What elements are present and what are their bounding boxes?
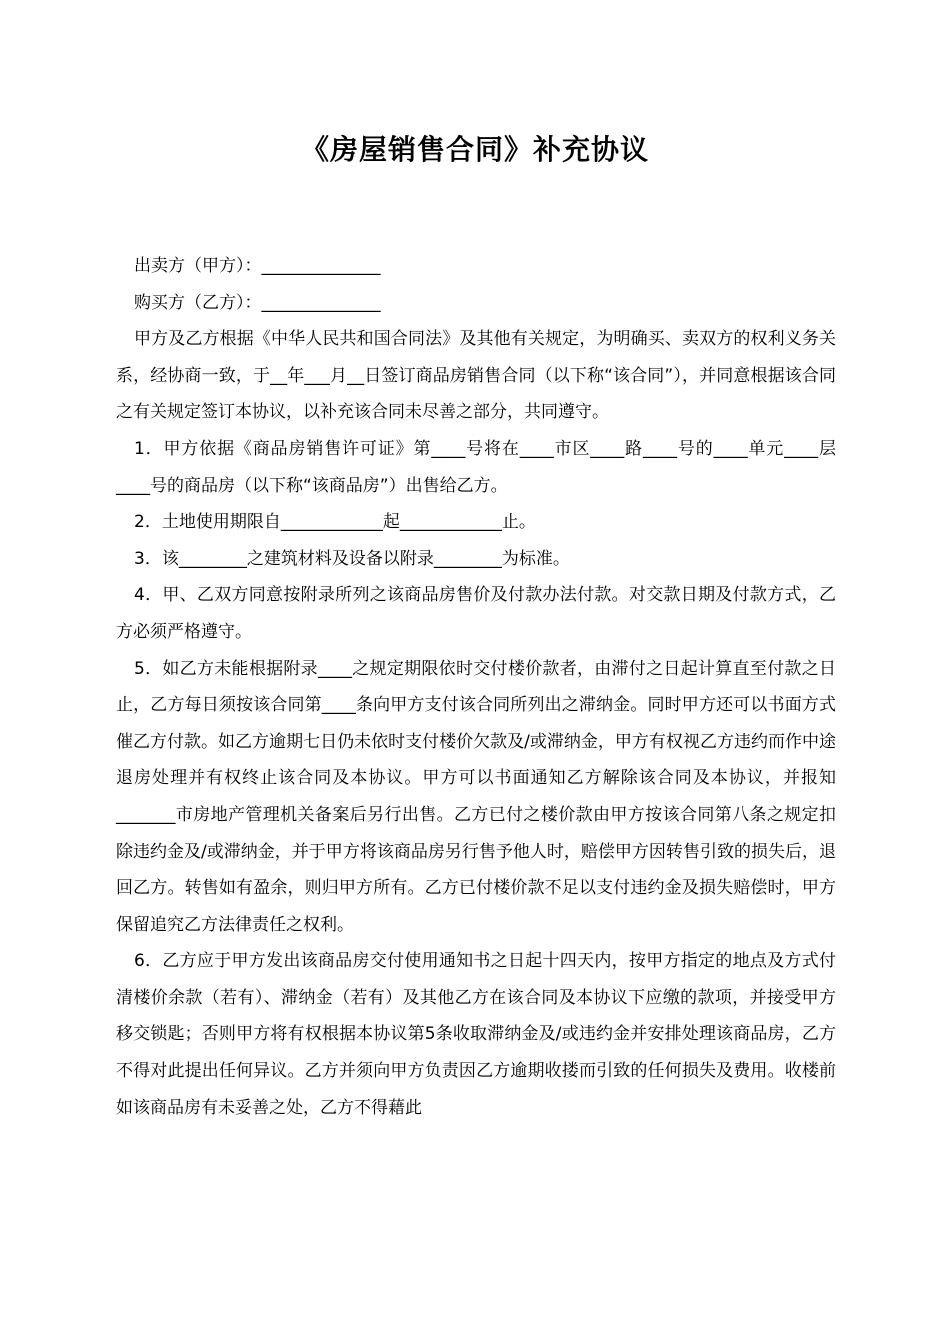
document-body (116, 248, 836, 1126)
seller-party-line: 出卖方（甲方）：______________ (134, 256, 381, 276)
clause-5: 5．如乙方未能根据附录____之规定期限依时交付楼价款者，由滞付之日起计算直至付款之日止，乙方每日须按该合同第____条向甲方支付该合同所列出之滞纳金。同时甲方还可以书面方式催乙方付款。如乙方逾期七日仍未依时支付楼价欠款及/或滞纳金，甲方有权视乙方违约而作中途退房处理并有权终止该合同及本协议。甲方可以书面通知乙方解除该合同及本协议，并报知_______市房地产管理机关备案后另行出售。乙方已付之楼价款由甲方按该合同第八条之规定扣除违约金及/或滞纳金，并于甲方将该商品房另行售予他人时，赔偿甲方因转售引致的损失后，退回乙方。转售如有盈余，则归甲方所有。乙方已付楼价款不足以支付违约金及损失赔偿时，甲方保留追究乙方法律责任之权利。 (116, 658, 836, 935)
clause-1: 1．甲方依据《商品房销售许可证》第____号将在____市区____路____号的____单元____层____号的商品房（以下称“该商品房”）出售给乙方。 (116, 438, 836, 496)
document-title: 《房屋销售合同》补充协议 (300, 133, 649, 166)
buyer-party-line: 购买方（乙方）：______________ (134, 292, 381, 313)
clause-2: 2．土地使用期限自____________起____________止。 (134, 512, 536, 533)
clause-4: 4．甲、乙双方同意按附录所列之该商品房售价及付款办法付款。对交款日期及付款方式，乙方必须严格遵守。 (116, 585, 836, 642)
preamble-paragraph: 甲方及乙方根据《中华人民共和国合同法》及其他有关规定，为明确买、卖双方的权利义务关系，经协商一致，于__年___月__日签订商品房销售合同（以下称“该合同”），并同意根据该合同之有关规定签订本协议，以补充该合同未尽善之部分，共同遵守。 (116, 329, 836, 423)
clause-3: 3．该________之建筑材料及设备以附录________为标准。 (134, 548, 570, 569)
clause-6: 6．乙方应于甲方发出该商品房交付使用通知书之日起十四天内，按甲方指定的地点及方式付清楼价余款（若有）、滞纳金（若有）及其他乙方在该合同及本协议下应缴的款项，并接受甲方移交锁匙；否则甲方将有权根据本协议第5条收取滞纳金及/或违约金并安排处理该商品房，乙方不得对此提出任何异议。乙方并须向甲方负责因乙方逾期收搂而引致的任何损失及费用。收楼前如该商品房有未妥善之处，乙方不得藉此 (116, 951, 836, 1118)
